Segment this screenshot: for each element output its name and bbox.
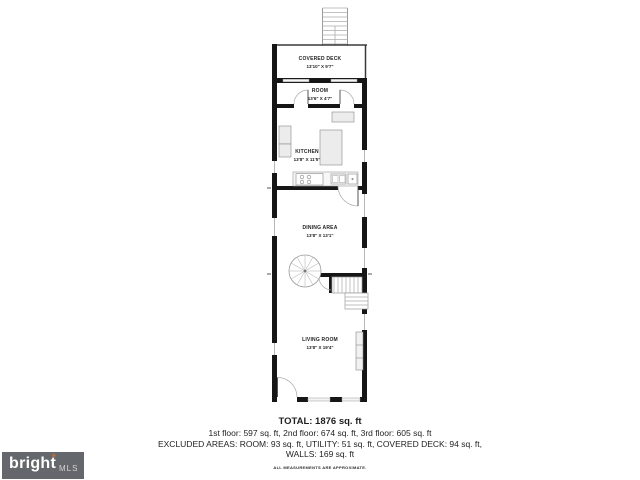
logo-spark-icon: [51, 453, 57, 460]
refrigerator-icon: [279, 126, 291, 144]
sink-icon: [331, 174, 346, 184]
dishwasher-icon: [348, 174, 357, 184]
walls-area: WALLS: 169 sq. ft: [285, 449, 355, 459]
disclaimer-text: ALL MEASUREMENTS ARE APPROXIMATE.: [273, 464, 367, 470]
room-dims: 13'6" X 4'7": [307, 96, 333, 101]
room-name: ROOM: [311, 88, 329, 94]
label-dining-area: [270, 225, 370, 239]
area-summary: [0, 416, 640, 470]
label-covered-deck: [270, 56, 370, 70]
room-name: LIVING ROOM: [302, 337, 338, 343]
exterior-stairs-icon: [323, 8, 348, 46]
logo-brand-text: bright: [9, 455, 57, 472]
stove-icon: [296, 174, 323, 186]
excluded-areas: EXCLUDED AREAS: ROOM: 93 sq. ft, UTILITY: 51 sq. ft, COVERED DECK: 94 sq. ft,: [157, 438, 483, 449]
spiral-staircase-icon: [289, 255, 321, 287]
logo-suffix-text: MLS: [59, 464, 79, 473]
room-dims: 13'10" X 9'7": [306, 64, 334, 69]
room-name: COVERED DECK: [298, 56, 342, 62]
label-kitchen: [257, 149, 357, 163]
bright-mls-logo: [2, 452, 84, 479]
room-dims: 13'8" X 13'1": [306, 233, 334, 238]
room-name: KITCHEN: [295, 149, 319, 155]
room-dims: 13'8" X 19'4": [306, 345, 334, 350]
label-room: [270, 88, 370, 102]
counter-top-right: [332, 112, 354, 122]
floor-areas: 1st floor: 597 sq. ft, 2nd floor: 674 sq. ft, 3rd floor: 605 sq. ft: [208, 428, 432, 438]
room-dims: 13'8" X 11'5": [293, 157, 321, 162]
label-living-room: [270, 337, 370, 351]
room-name: DINING AREA: [302, 225, 338, 231]
total-area: TOTAL: 1876 sq. ft: [278, 416, 362, 427]
